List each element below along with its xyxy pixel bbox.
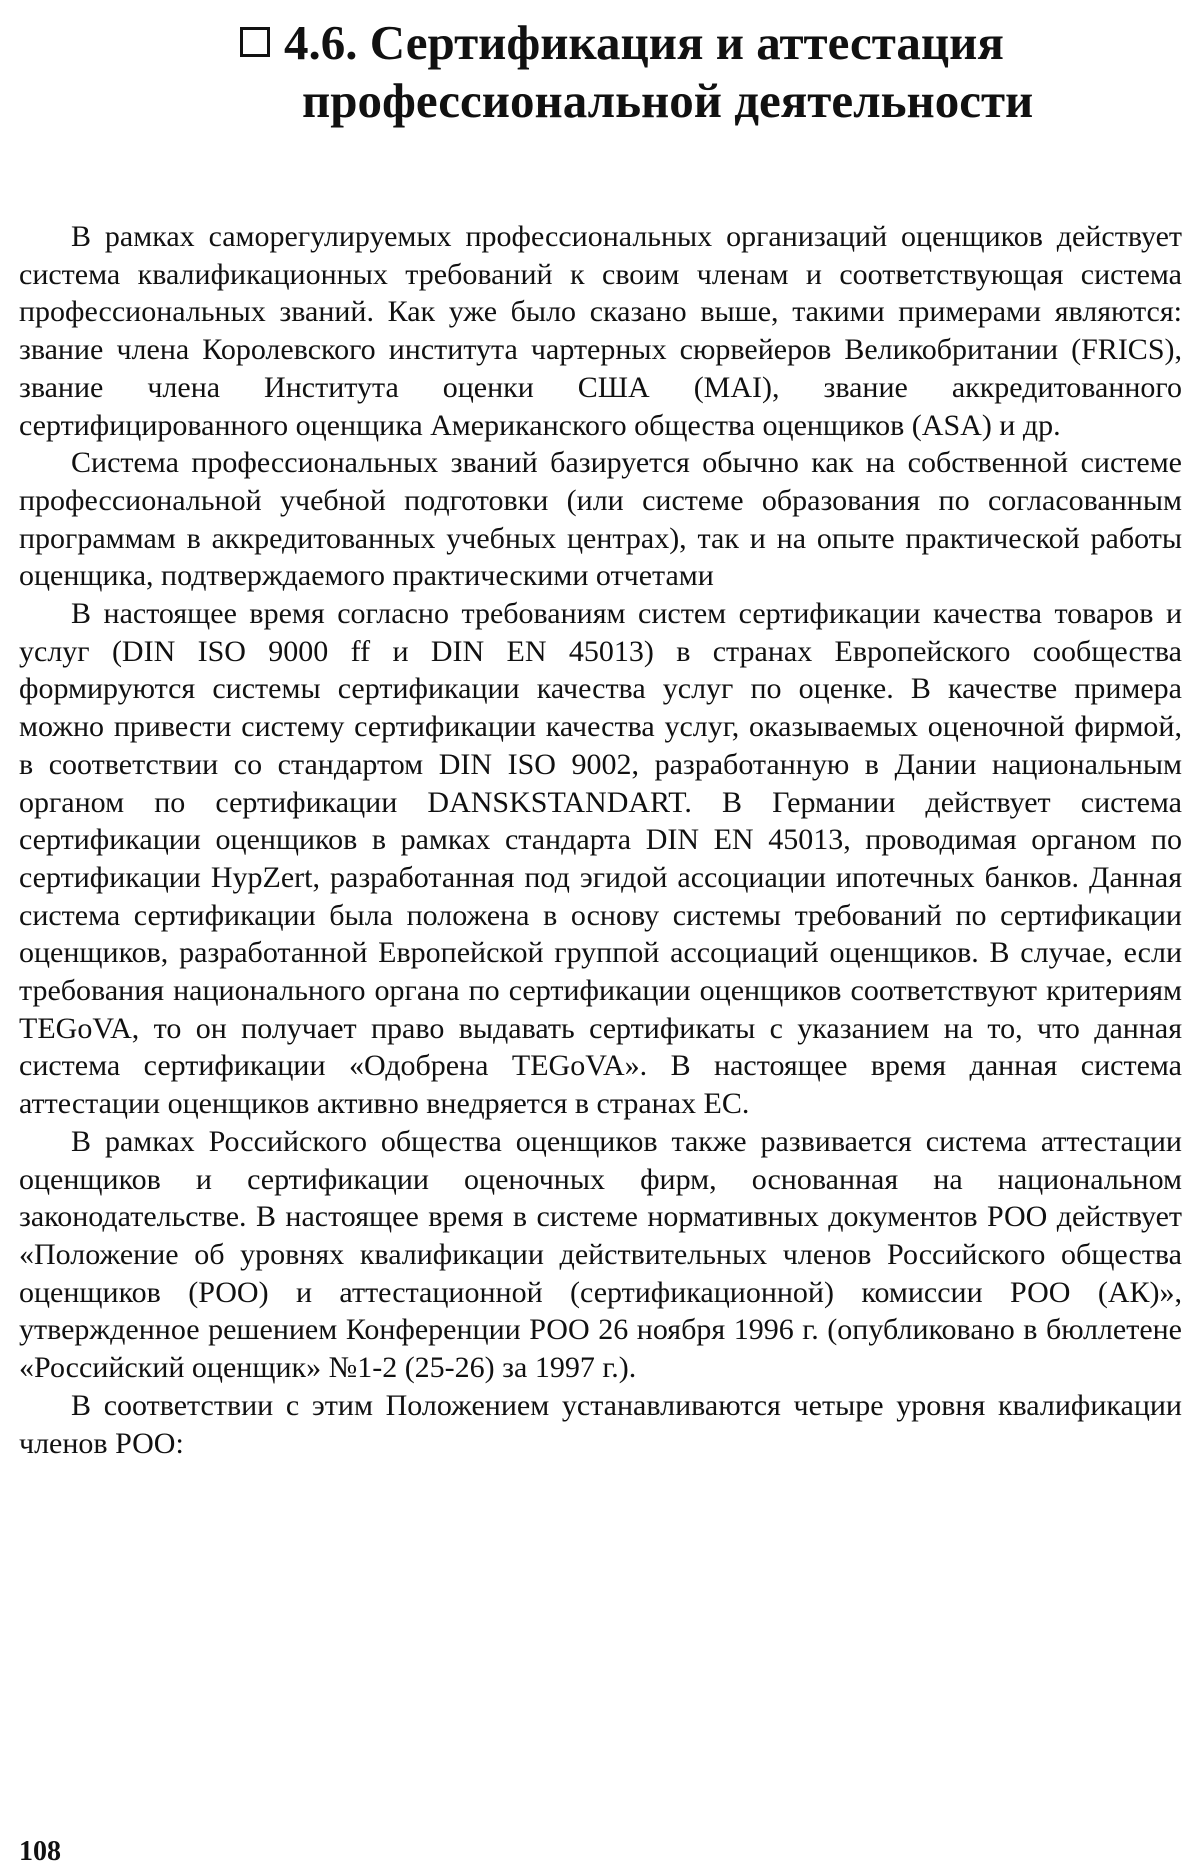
page-number: 108 — [19, 1836, 61, 1867]
paragraph-1: В рамках саморегулируемых профессиональных организаций оценщиков действует система квалификационных требований к своим членам и соответствующая система профессиональных званий. Как уже было сказано выше, такими примерами являются: звание члена Королевского института чартерных сюрвейеров Великобритании (FRICS), звание члена Института оценки США (MAI), звание аккредитованного сертифицированного оценщика Американского общества оценщиков (ASA) и др. — [19, 220, 1182, 442]
paragraph-3: В настоящее время согласно требованиям систем сертификации качества товаров и услуг (DIN ISO 9000 ff и DIN EN 45013) в странах Европейского сообщества формируются системы сертификации качества услуг по оценке. В качестве примера можно привести систему сертификации качества услуг, оказываемых оценочной фирмой, в соответствии со стандартом DIN ISO 9002, разработанную в Дании национальным органом по сертификации DANSKSTANDART. В Германии действует система сертификации оценщиков в рамках стандарта DIN EN 45013, проводимая органом по сертификации HypZert, разработанная под эгидой ассоциации ипотечных банков. Данная система сертификации была положена в основу системы требований по сертификации оценщиков, разработанной Европейской группой ассоциаций оценщиков. В случае, если требования национального органа по сертификации оценщиков соответствуют критериям TEGoVA, то он получает право выдавать сертификаты с указанием на то, что данная система сертификации «Одобрена TEGoVA». В настоящее время данная система аттестации оценщиков активно внедряется в странах ЕС. — [19, 597, 1182, 1121]
section-heading-line-1 — [240, 14, 1140, 72]
section-heading-line-2: профессиональной деятельности — [302, 73, 1034, 128]
paragraph-5: В соответствии с этим Положением устанавливаются четыре уровня квалификации членов РОО: — [19, 1388, 1182, 1460]
body-text — [19, 218, 1182, 1462]
square-bullet-icon — [240, 27, 270, 57]
paragraph-2: Система профессиональных званий базируется обычно как на собственной системе профессиональной учебной подготовки (или системе образования по согласованным программам в аккредитованных учебных центрах), так и на опыте практической работы оценщика, подтверждаемого практическими отчетами — [19, 446, 1182, 593]
paragraph-4: В рамках Российского общества оценщиков также развивается система аттестации оценщиков и сертификации оценочных фирм, основанная на национальном законодательстве. В настоящее время в системе нормативных документов РОО действует «Положение об уровнях квалификации действительных членов Российского общества оценщиков (РОО) и аттестационной (сертификационной) комиссии РОО (АК)», утвержденное решением Конференции РОО 26 ноября 1996 г. (опубликовано в бюллетене «Российский оценщик» №1-2 (25-26) за 1997 г.). — [19, 1124, 1182, 1385]
section-heading-text-1: 4.6. Сертификация и аттестация — [284, 15, 1004, 70]
section-heading — [240, 14, 1140, 130]
